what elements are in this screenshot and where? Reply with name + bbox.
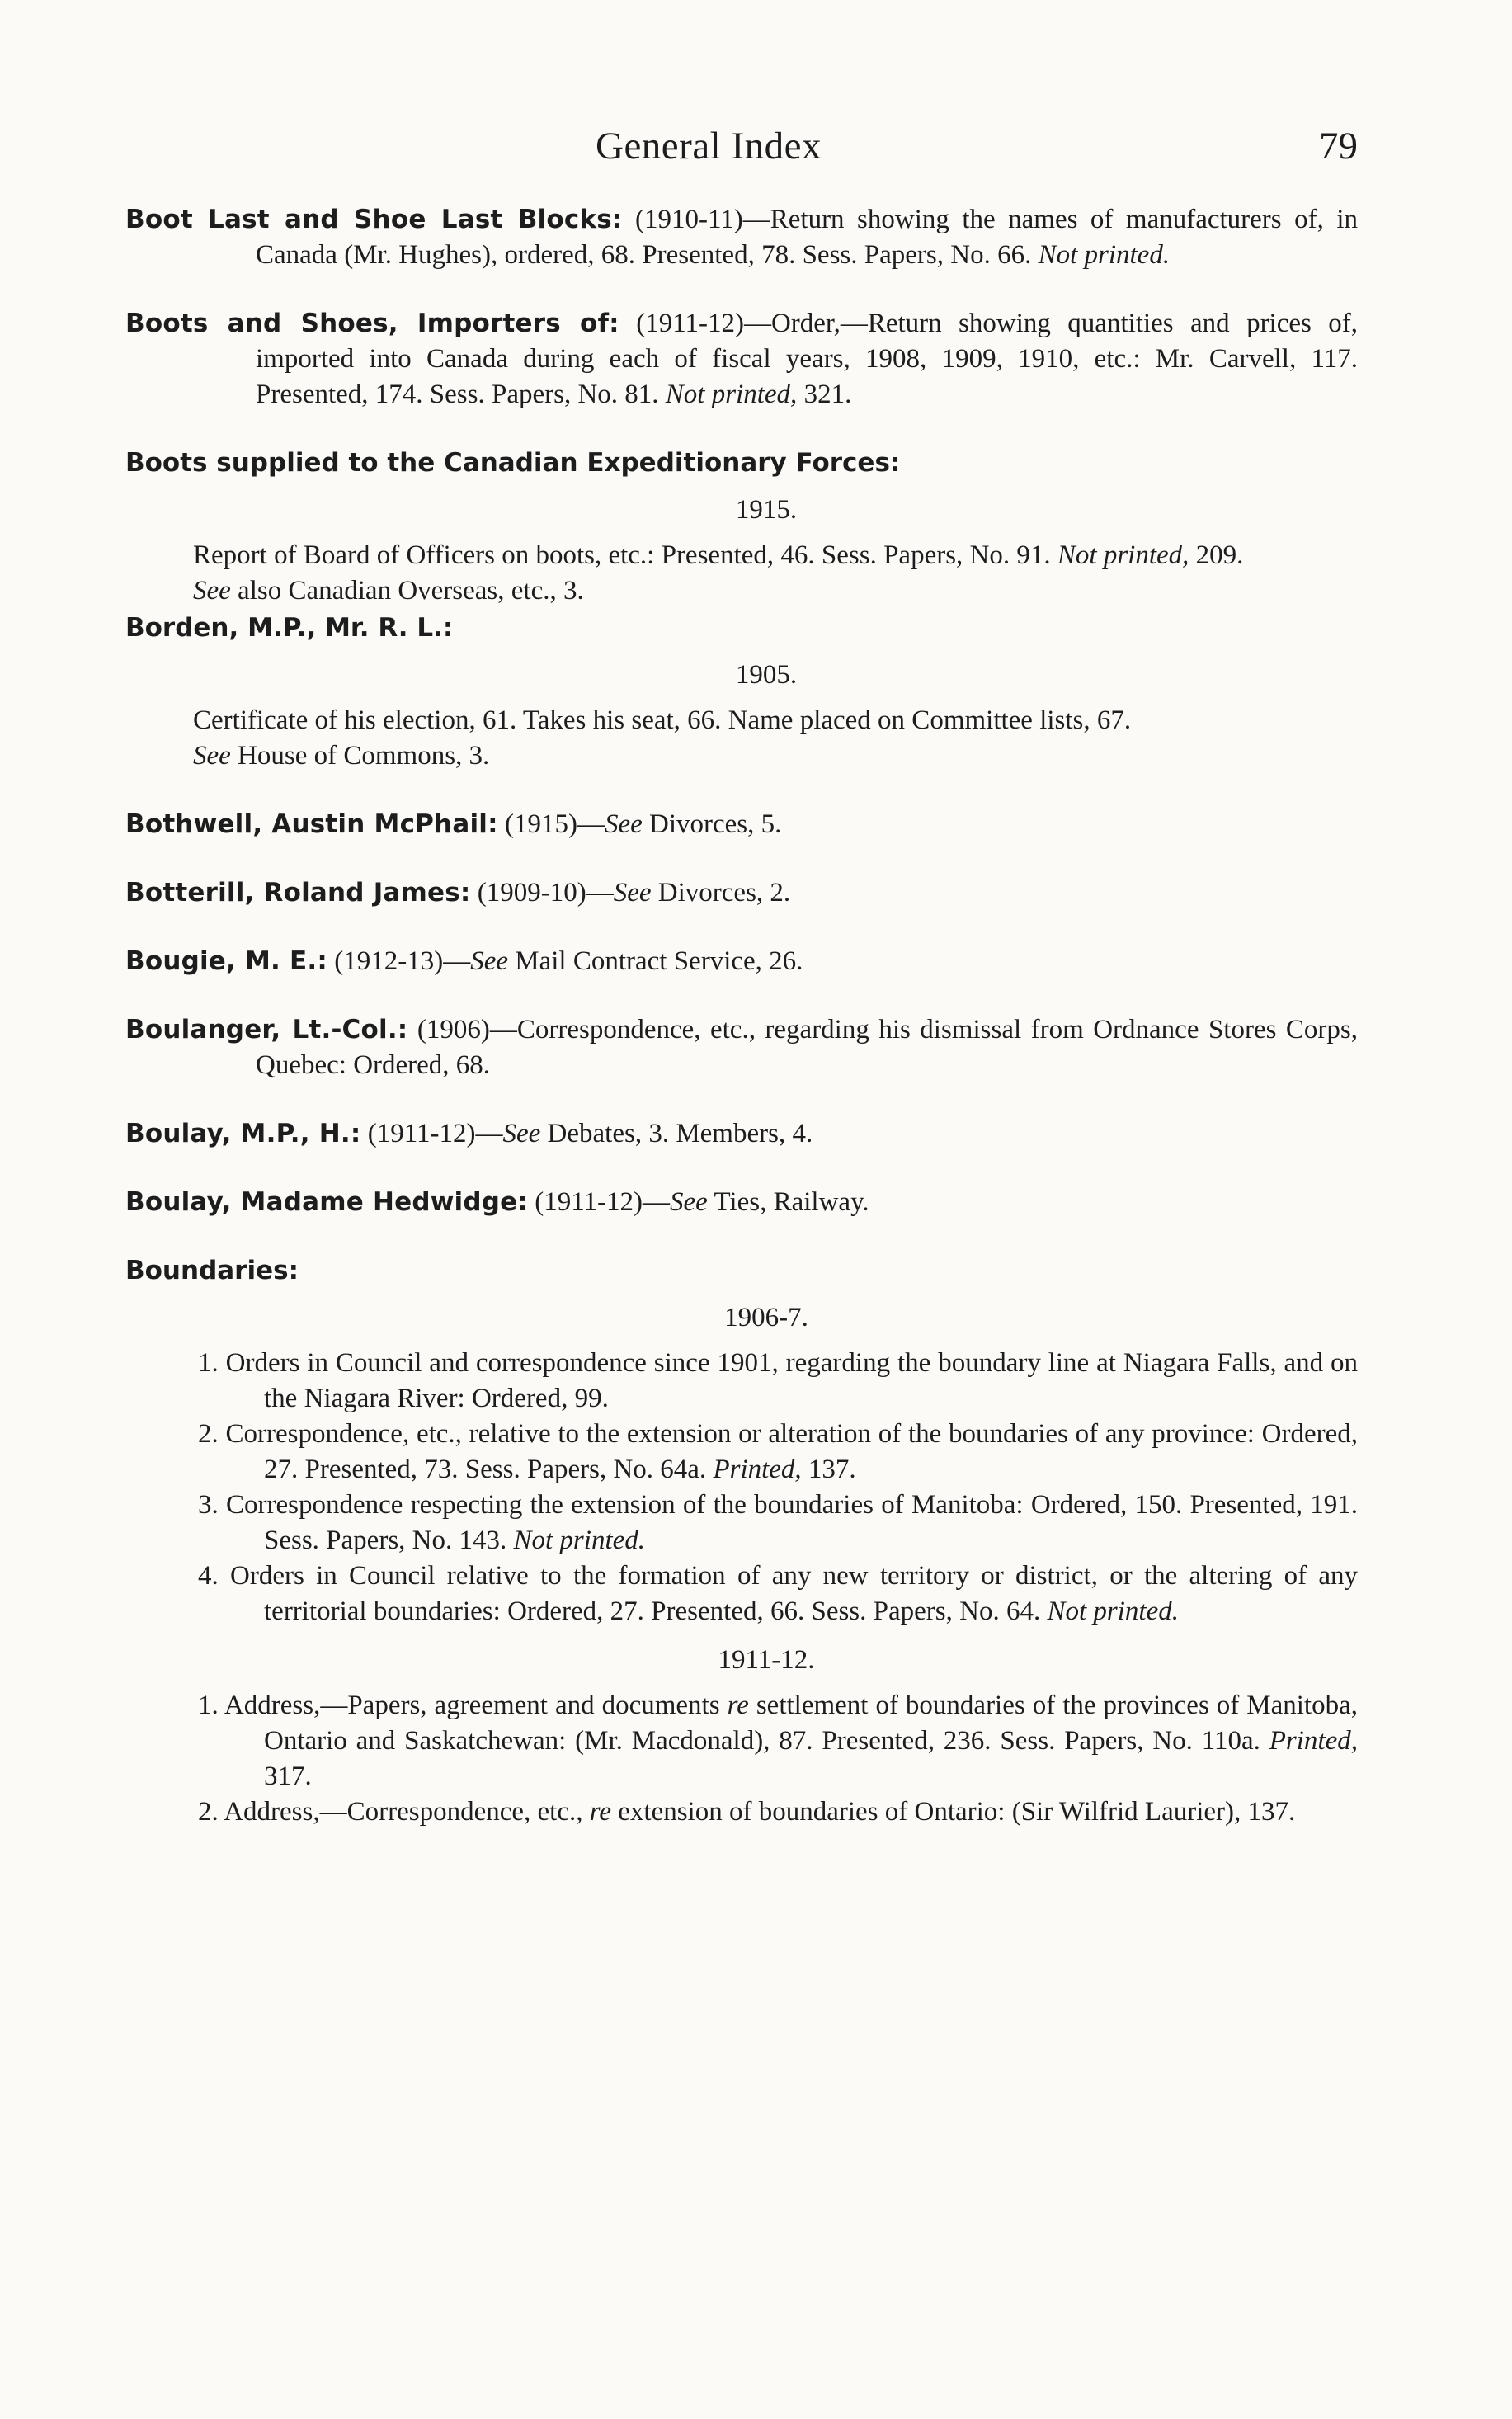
index-entry-bougie <box>125 944 1358 979</box>
sub-entry-text: Report of Board of Officers on boots, etc.: Presented, 46. Sess. Papers, No. 91. <box>193 540 1051 570</box>
entry-italic: Not printed. <box>1038 240 1171 270</box>
item-number: 4. <box>198 1561 219 1591</box>
item-italic: Not printed. <box>513 1525 646 1555</box>
item-text: Orders in Council relative to the formation of any new territory or district, or the altering of any territorial boundaries: Ordered, 27. Presented, 66. Sess. Papers, No. 64. <box>230 1561 1359 1626</box>
entry-pre: (1915)— <box>504 809 605 839</box>
see-text: House of Commons, 3. <box>238 741 490 771</box>
index-entry-boots-shoes <box>125 306 1358 413</box>
item-re: re <box>727 1690 749 1720</box>
item-re: re <box>589 1797 611 1827</box>
entry-heading: Boulay, M.P., H.: <box>125 1119 361 1148</box>
entry-italic: Not printed, <box>665 380 798 409</box>
numbered-item <box>125 1794 1358 1830</box>
see-word: See <box>193 576 231 606</box>
item-text: Orders in Council and correspondence since 1901, regarding the boundary line at Niagara Falls, and on the Niagara River: Ordered, 99. <box>225 1348 1359 1413</box>
entry-text: Ties, Railway. <box>714 1187 869 1217</box>
entry-heading: Boot Last and Shoe Last Blocks: <box>125 205 623 234</box>
item-text: settlement of boundaries of the provinces of Manitoba, Ontario and Saskatchewan: (Mr. Macdonald), 87. Presented, 236. Sess. Papers, No. 110a. <box>264 1690 1358 1756</box>
entry-text: Divorces, 5. <box>648 809 782 839</box>
year-label: 1911-12. <box>718 1645 815 1675</box>
sub-entry-tail: 209. <box>1195 540 1244 570</box>
entry-text: (1906)—Correspondence, etc., regarding his dismissal from Ordnance Stores Corps, Quebec: Ordered, 68. <box>256 1015 1358 1080</box>
page-number: 79 <box>1319 125 1358 167</box>
index-entry-boulay-mp <box>125 1116 1358 1152</box>
entry-text: (1910-11)—Return showing the names of manufacturers of, in Canada (Mr. Hughes), ordered, 68. Presented, 78. Sess. Papers, No. 66. <box>256 205 1358 270</box>
item-number: 3. <box>198 1490 219 1520</box>
see-word: See <box>604 809 643 839</box>
see-also-line <box>125 738 1358 774</box>
item-italic: Not printed. <box>1047 1596 1179 1626</box>
see-text: also Canadian Overseas, etc., 3. <box>238 576 584 606</box>
entry-pre: (1909-10)— <box>477 878 614 908</box>
index-entry-borden-heading: Borden, M.P., Mr. R. L.: <box>125 613 454 643</box>
year-label: 1915. <box>735 495 798 525</box>
item-pre: Address,—Papers, agreement and documents <box>224 1690 720 1720</box>
entry-text: Debates, 3. Members, 4. <box>547 1119 813 1148</box>
item-number: 1. <box>198 1690 219 1720</box>
entry-heading: Boulanger, Lt.-Col.: <box>125 1015 408 1044</box>
item-number: 1. <box>198 1348 219 1378</box>
year-label: 1906-7. <box>724 1303 808 1332</box>
entry-text: (1911-12)—Order,—Return showing quantities and prices of, imported into Canada during each of fiscal years, 1908, 1909, 1910, etc.: Mr. Carvell, 117. Presented, 174. Sess. Papers, No. 81. <box>256 309 1359 409</box>
item-number: 2. <box>198 1419 219 1449</box>
entry-heading: Botterill, Roland James: <box>125 878 471 908</box>
page-title: General Index <box>596 125 822 167</box>
index-entry-boulay-madame <box>125 1185 1358 1220</box>
item-pre: Address,—Correspondence, etc., <box>224 1797 583 1827</box>
entry-tail: 321. <box>803 380 852 409</box>
numbered-item <box>125 1346 1358 1417</box>
see-also-line <box>125 573 1358 609</box>
numbered-item <box>125 1417 1358 1488</box>
index-entry-bothwell <box>125 807 1358 842</box>
sub-entry-italic: Not printed, <box>1057 540 1189 570</box>
item-text: Correspondence, etc., relative to the extension or alteration of the boundaries of any province: Ordered, 27. Presented, 73. Sess. Papers, No. 64a. <box>225 1419 1359 1484</box>
sub-entry: Certificate of his election, 61. Takes his seat, 66. Name placed on Committee lists, 67. <box>193 705 1132 735</box>
index-entry-boundaries-heading: Boundaries: <box>125 1256 299 1285</box>
entry-heading: Bougie, M. E.: <box>125 946 327 976</box>
item-italic: Printed, <box>1269 1726 1358 1756</box>
entry-text: Mail Contract Service, 26. <box>515 946 803 976</box>
see-word: See <box>669 1187 708 1217</box>
sub-entry <box>125 538 1358 573</box>
item-text: Correspondence respecting the extension of the boundaries of Manitoba: Ordered, 150. Presented, 191. Sess. Papers, No. 143. <box>226 1490 1359 1555</box>
item-italic: Printed, <box>713 1455 802 1484</box>
see-word: See <box>613 878 652 908</box>
entry-heading: Bothwell, Austin McPhail: <box>125 809 498 839</box>
numbered-item <box>125 1558 1358 1629</box>
item-text: extension of boundaries of Ontario: (Sir Wilfrid Laurier), 137. <box>618 1797 1296 1827</box>
entry-pre: (1912-13)— <box>334 946 471 976</box>
entry-pre: (1911-12)— <box>367 1119 503 1148</box>
year-label: 1905. <box>735 660 798 690</box>
entry-heading: Boulay, Madame Hedwidge: <box>125 1187 528 1217</box>
item-tail: 317. <box>264 1761 312 1791</box>
item-tail: 137. <box>808 1455 856 1484</box>
index-entry-boot-last <box>125 202 1358 273</box>
item-number: 2. <box>198 1797 219 1827</box>
see-word: See <box>193 741 231 771</box>
numbered-item <box>125 1488 1358 1558</box>
entry-text: Divorces, 2. <box>657 878 791 908</box>
index-content <box>125 202 1358 1830</box>
index-entry-botterill <box>125 875 1358 911</box>
page-header <box>0 124 1512 182</box>
index-entry-boulanger <box>125 1012 1358 1083</box>
see-word: See <box>470 946 508 976</box>
index-entry-boots-supplied-heading: Boots supplied to the Canadian Expeditionary Forces: <box>125 448 901 478</box>
see-word: See <box>502 1119 541 1148</box>
entry-heading: Boots and Shoes, Importers of: <box>125 309 619 338</box>
numbered-item <box>125 1688 1358 1794</box>
entry-pre: (1911-12)— <box>535 1187 670 1217</box>
